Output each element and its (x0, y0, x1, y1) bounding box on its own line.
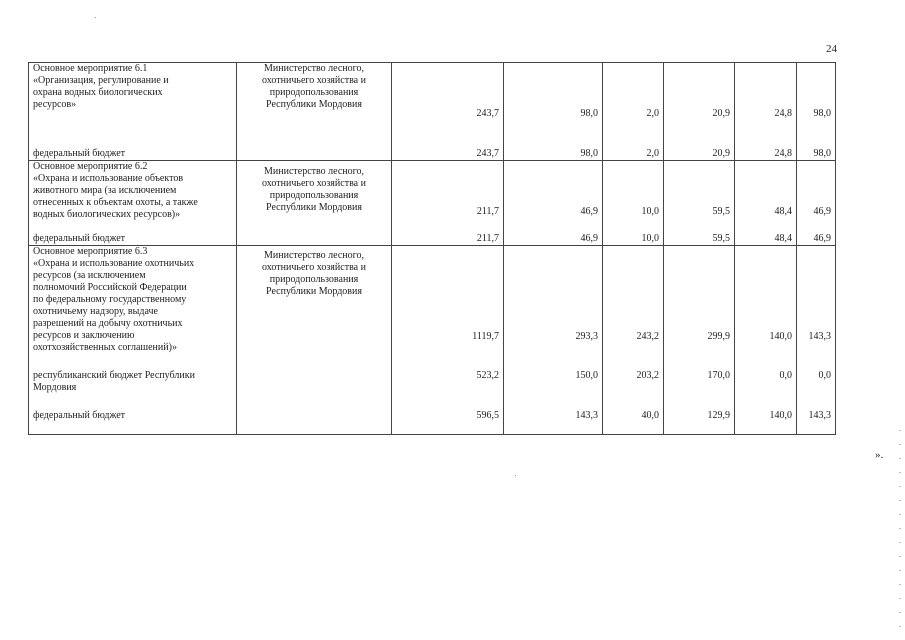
activity-name-cell: Основное мероприятие 6.2 «Охрана и использование объектов животного мира (за исключением отнесенных к объектам охоты, а также водных биологических ресурсов)» (29, 161, 237, 232)
value-cell: 10,0 (603, 232, 664, 246)
responsible-org-cell: Министерство лесного, охотничьего хозяйства и природопользования Республики Мордовия (237, 63, 392, 148)
value-cell: 143,3 (797, 410, 836, 435)
value-cell: 20,9 (664, 148, 735, 161)
value-cell: 211,7 (392, 161, 504, 232)
table-row (29, 370, 836, 410)
funding-source-cell: федеральный бюджет (29, 232, 237, 246)
value-cell: 203,2 (603, 370, 664, 410)
value-cell: 596,5 (392, 410, 504, 435)
value-cell: 2,0 (603, 148, 664, 161)
funding-source-cell: федеральный бюджет (29, 148, 237, 161)
value-cell: 59,5 (664, 161, 735, 232)
table-row (29, 232, 836, 246)
value-cell: 40,0 (603, 410, 664, 435)
value-cell: 143,3 (797, 246, 836, 370)
value-cell: 150,0 (504, 370, 603, 410)
value-cell: 48,4 (735, 232, 797, 246)
value-cell: 129,9 (664, 410, 735, 435)
closing-quote-mark: ». (875, 449, 884, 461)
value-cell: 46,9 (504, 232, 603, 246)
responsible-org-cell: Министерство лесного, охотничьего хозяйства и природопользования Республики Мордовия (237, 161, 392, 232)
value-cell: 98,0 (797, 148, 836, 161)
value-cell: 59,5 (664, 232, 735, 246)
value-cell: 523,2 (392, 370, 504, 410)
value-cell: 140,0 (735, 246, 797, 370)
table-row (29, 63, 836, 148)
value-cell: 0,0 (797, 370, 836, 410)
responsible-org-cell (237, 370, 392, 410)
funding-source-cell: республиканский бюджет Республики Мордовия (29, 370, 237, 410)
value-cell: 24,8 (735, 63, 797, 148)
responsible-org-cell (237, 232, 392, 246)
value-cell: 293,3 (504, 246, 603, 370)
value-cell: 1119,7 (392, 246, 504, 370)
value-cell: 170,0 (664, 370, 735, 410)
table-row (29, 410, 836, 435)
value-cell: 143,3 (504, 410, 603, 435)
value-cell: 98,0 (504, 63, 603, 148)
value-cell: 48,4 (735, 161, 797, 232)
value-cell: 98,0 (504, 148, 603, 161)
value-cell: 243,7 (392, 63, 504, 148)
value-cell: 24,8 (735, 148, 797, 161)
table-row (29, 148, 836, 161)
value-cell: 98,0 (797, 63, 836, 148)
page-number: 24 (826, 43, 837, 55)
value-cell: 46,9 (797, 161, 836, 232)
responsible-org-cell: Министерство лесного, охотничьего хозяйства и природопользования Республики Мордовия (237, 246, 392, 370)
table-row (29, 246, 836, 370)
activity-name-cell: Основное мероприятие 6.3 «Охрана и использование охотничьих ресурсов (за исключением полномочий Российской Федерации по федеральному государственному охотничьему надзору, выдаче разрешений на добычу охотничьих ресурсов и заключению охотхозяйственных соглашений)» (29, 246, 237, 370)
responsible-org-cell (237, 148, 392, 161)
value-cell: 140,0 (735, 410, 797, 435)
value-cell: 243,7 (392, 148, 504, 161)
value-cell: 20,9 (664, 63, 735, 148)
value-cell: 211,7 (392, 232, 504, 246)
scan-artifact-dots (899, 430, 901, 630)
budget-table (28, 62, 836, 435)
table-row (29, 161, 836, 232)
funding-source-cell: федеральный бюджет (29, 410, 237, 435)
activity-name-cell: Основное мероприятие 6.1 «Организация, регулирование и охрана водных биологических ресурсов» (29, 63, 237, 148)
scan-speck (95, 17, 96, 18)
value-cell: 2,0 (603, 63, 664, 148)
value-cell: 10,0 (603, 161, 664, 232)
value-cell: 46,9 (504, 161, 603, 232)
value-cell: 0,0 (735, 370, 797, 410)
value-cell: 243,2 (603, 246, 664, 370)
value-cell: 46,9 (797, 232, 836, 246)
responsible-org-cell (237, 410, 392, 435)
value-cell: 299,9 (664, 246, 735, 370)
scan-speck (515, 475, 516, 476)
